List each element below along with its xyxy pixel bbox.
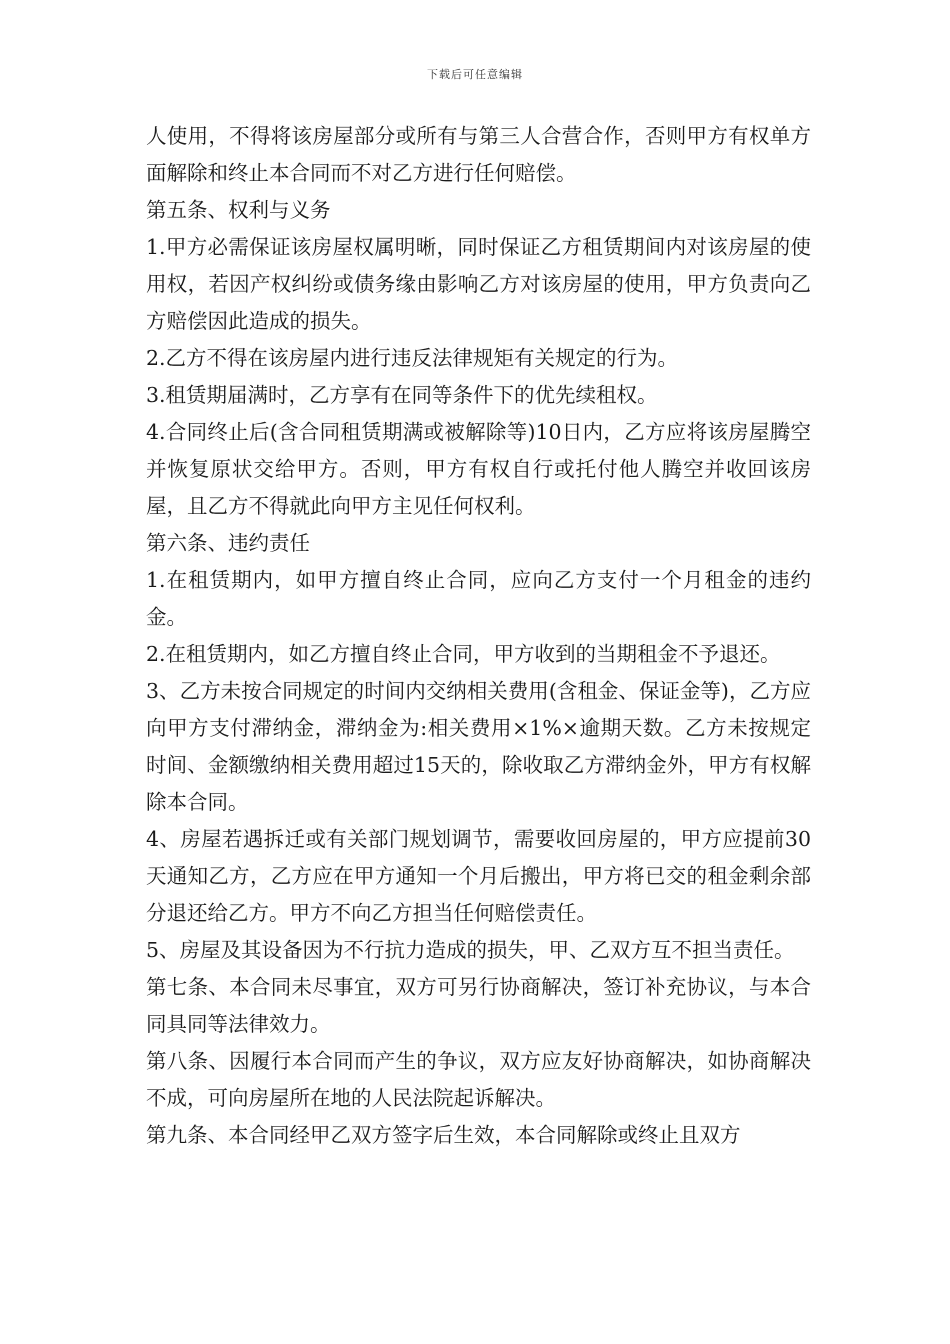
clause-5-3: 3.租赁期届满时，乙方享有在同等条件下的优先续租权。 (146, 383, 658, 407)
article-7: 第七条、本合同未尽事宜，双方可另行协商解决，签订补充协议，与本合同具同等法律效力。 (146, 975, 811, 1036)
header-note: 下载后可任意编辑 (427, 68, 523, 81)
paragraph-continuation: 人使用，不得将该房屋部分或所有与第三人合营合作，否则甲方有权单方面解除和终止本合同而不对乙方进行任何赔偿。 (146, 124, 811, 185)
clause-6-2: 2.在租赁期内，如乙方擅自终止合同，甲方收到的当期租金不予退还。 (146, 642, 781, 666)
clause-5-1: 1.甲方必需保证该房屋权属明晰，同时保证乙方租赁期间内对该房屋的使用权，若因产权纠纷或债务缘由影响乙方对该房屋的使用，甲方负责向乙方赔偿因此造成的损失。 (146, 235, 811, 333)
clause-6-4: 4、房屋若遇拆迁或有关部门规划调节，需要收回房屋的，甲方应提前30天通知乙方，乙方应在甲方通知一个月后搬出，甲方将已交的租金剩余部分退还给乙方。甲方不向乙方担当任何赔偿责任。 (146, 827, 811, 925)
section-heading-article-5: 第五条、权利与义务 (146, 198, 331, 222)
clause-5-4: 4.合同终止后(含合同租赁期满或被解除等)10日内，乙方应将该房屋腾空并恢复原状交给甲方。否则，甲方有权自行或托付他人腾空并收回该房屋，且乙方不得就此向甲方主见任何权利。 (146, 420, 811, 518)
document-body (146, 118, 811, 1154)
clause-6-5: 5、房屋及其设备因为不行抗力造成的损失，甲、乙双方互不担当责任。 (146, 938, 795, 962)
article-8: 第八条、因履行本合同而产生的争议，双方应友好协商解决，如协商解决不成，可向房屋所在地的人民法院起诉解决。 (146, 1049, 811, 1110)
section-heading-article-6: 第六条、违约责任 (146, 531, 310, 555)
clause-6-1: 1.在租赁期内，如甲方擅自终止合同，应向乙方支付一个月租金的违约金。 (146, 568, 811, 629)
clause-6-3: 3、乙方未按合同规定的时间内交纳相关费用(含租金、保证金等)，乙方应向甲方支付滞纳金，滞纳金为:相关费用×1%×逾期天数。乙方未按规定时间、金额缴纳相关费用超过15天的，除收取乙方滞纳金外，甲方有权解除本合同。 (146, 679, 811, 814)
clause-5-2: 2.乙方不得在该房屋内进行违反法律规矩有关规定的行为。 (146, 346, 679, 370)
article-9: 第九条、本合同经甲乙双方签字后生效，本合同解除或终止且双方 (146, 1123, 741, 1147)
